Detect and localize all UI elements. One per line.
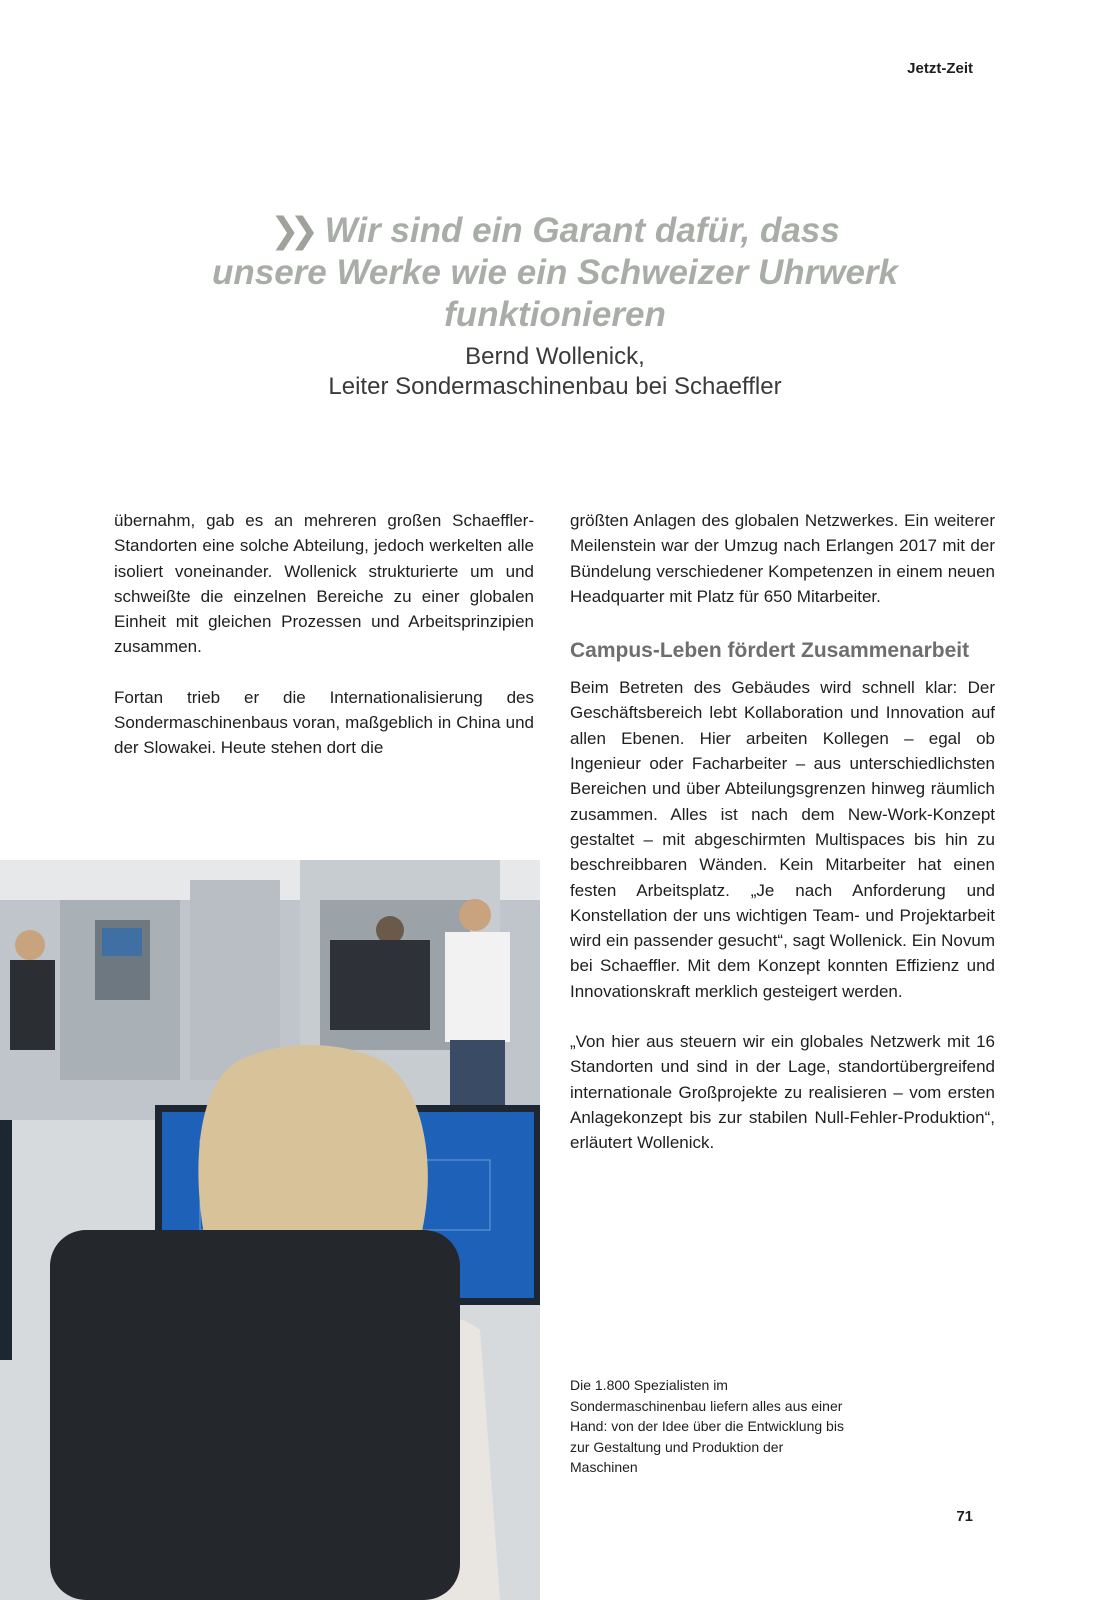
right-paragraph-2: Beim Betreten des Gebäudes wird schnell klar: Der Geschäftsbereich lebt Kollaboration und Innovation auf allen Ebenen. Hier arbeiten Kollegen – egal ob Ingenieur oder Facharbeiter – aus unterschiedlichsten Bereichen und über Abteilungsgrenzen hinweg räumlich zusammen. Alles ist nach dem New-Work-Konzept gestaltet – mit abgeschirmten Multispaces bis hin zu beschreibbaren Wänden. Kein Mitarbeiter hat einen festen Arbeitsplatz. „Je nach Anforderung und Konstellation der uns wichtigen Team- und Projektarbeit wird ein passender gesucht“, sagt Wollenick. Ein Novum bei Schaeffler. Mit dem Konzept konnten Effizienz und Innovationskraft merklich gesteigert werden. (570, 678, 995, 1001)
quote-text (210, 210, 900, 336)
quote-body: Wir sind ein Garant dafür, dass unsere Werke wie ein Schweizer Uhrwerk funktionieren (211, 211, 899, 334)
right-text-column (570, 508, 995, 1156)
photo-caption: Die 1.800 Spezialisten im Sondermaschinenbau liefern alles aus einer Hand: von der Idee über die Entwicklung bis zur Gestaltung und Produktion der Maschinen (570, 1377, 844, 1476)
quote-attribution (210, 342, 900, 402)
right-paragraph-3: „Von hier aus steuern wir ein globales Netzwerk mit 16 Standorten und sind in der Lage, standortübergreifend internationale Großprojekte zu realisieren – vom ersten Anlagekonzept bis zur stabilen Null-Fehler-Produktion“, erläutert Wollenick. (570, 1032, 995, 1153)
page-number: 71 (956, 1508, 973, 1525)
double-chevron-icon: ❯❯ (270, 211, 309, 250)
office-photo (0, 860, 540, 1600)
left-text-column (114, 508, 534, 761)
subheading: Campus-Leben fördert Zusammenarbeit (570, 639, 970, 663)
left-paragraph-1: übernahm, gab es an mehreren großen Schaeffler-Standorten eine solche Abteilung, jedoch werkelten alle isoliert voneinander. Wollenick strukturierte um und schweißte die einzelnen Bereiche zu einer globalen Einheit mit gleichen Prozessen und Arbeitsprinzipien zusammen. (114, 511, 534, 657)
quote-author-role: Leiter Sondermaschinenbau bei Schaeffler (328, 373, 782, 400)
section-label: Jetzt-Zeit (907, 60, 973, 77)
pull-quote (210, 210, 900, 402)
quote-author: Bernd Wollenick, (465, 343, 645, 370)
right-paragraph-1: größten Anlagen des globalen Netzwerkes. Ein weiterer Meilenstein war der Umzug nach Erlangen 2017 mit der Bündelung verschiedener Kompetenzen in einem neuen Headquarter mit Platz für 650 Mitarbeiter. (570, 511, 995, 606)
left-paragraph-2: Fortan trieb er die Internationalisierung des Sondermaschinenbaus voran, maßgeblich in China und der Slowakei. Heute stehen dort die (114, 687, 534, 758)
